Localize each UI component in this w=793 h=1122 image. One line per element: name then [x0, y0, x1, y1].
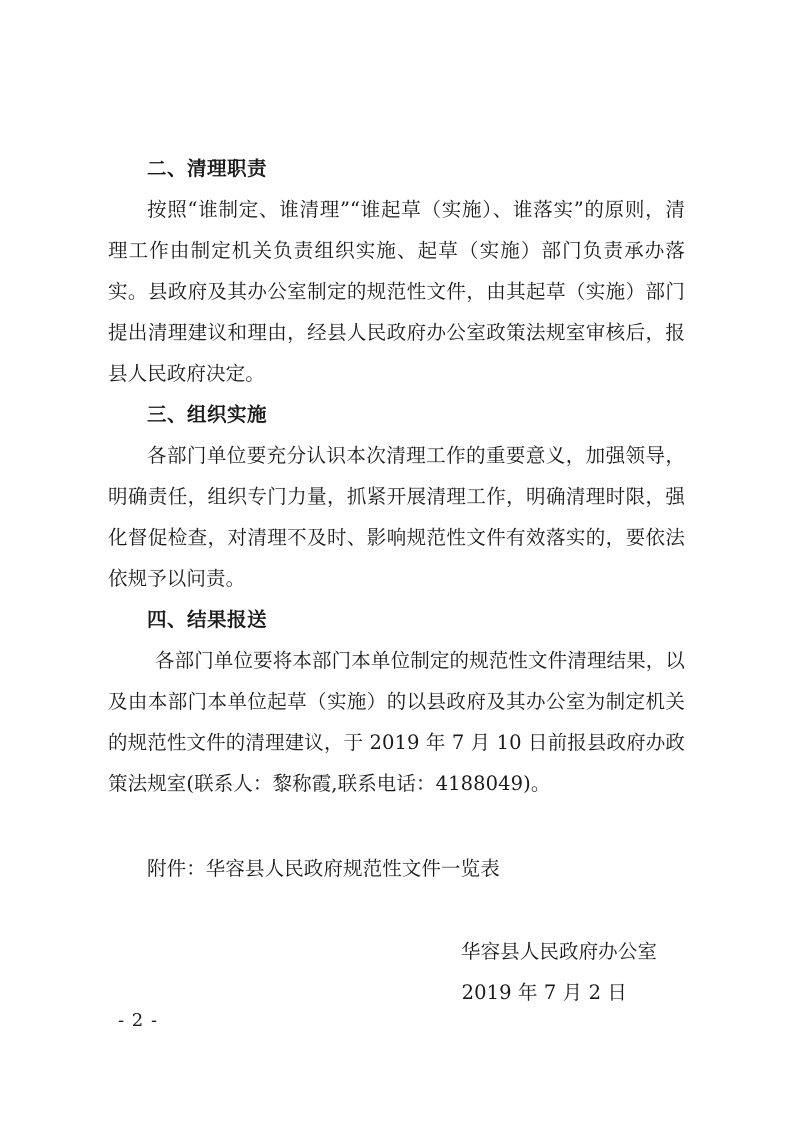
document-body: [108, 148, 685, 1013]
section-paragraph-4-1: 各部门单位要将本部门本单位制定的规范性文件清理结果，以及由本部门本单位起草（实施）的以县政府及其办公室为制定机关的规范性文件的清理建议，于 2019 年 7 月 10 日前报县政府办政策法规室(联系人：黎称霞,联系电话：4188049)。: [108, 649, 685, 795]
spacer-attachment: [108, 804, 685, 848]
signature-block: [108, 931, 685, 1013]
section-heading-2: 二、清理职责: [147, 157, 268, 180]
section-heading-3: 三、组织实施: [147, 403, 268, 426]
signature-date: 2019 年 7 月 2 日: [461, 981, 627, 1004]
section-paragraph-3-1: 各部门单位要充分认识本次清理工作的重要意义，加强领导，明确责任，组织专门力量，抓紧开展清理工作，明确清理时限，强化督促检查，对清理不及时、影响规范性文件有效落实的，要依法依规予以问责。: [108, 444, 685, 590]
attachment-line: 附件：华容县人民政府规范性文件一览表: [147, 857, 500, 880]
section-heading-4: 四、结果报送: [147, 608, 268, 631]
signature-organization: 华容县人民政府办公室: [460, 940, 657, 963]
section-paragraph-2-1: 按照“谁制定、谁清理”“谁起草（实施）、谁落实”的原则，清理工作由制定机关负责组织实施、起草（实施）部门负责承办落实。县政府及其办公室制定的规范性文件，由其起草（实施）部门提出清理建议和理由，经县人民政府办公室政策法规室审核后，报县人民政府决定。: [108, 198, 685, 385]
spacer-signature: [108, 889, 685, 931]
page-number: - 2 -: [118, 1010, 159, 1031]
